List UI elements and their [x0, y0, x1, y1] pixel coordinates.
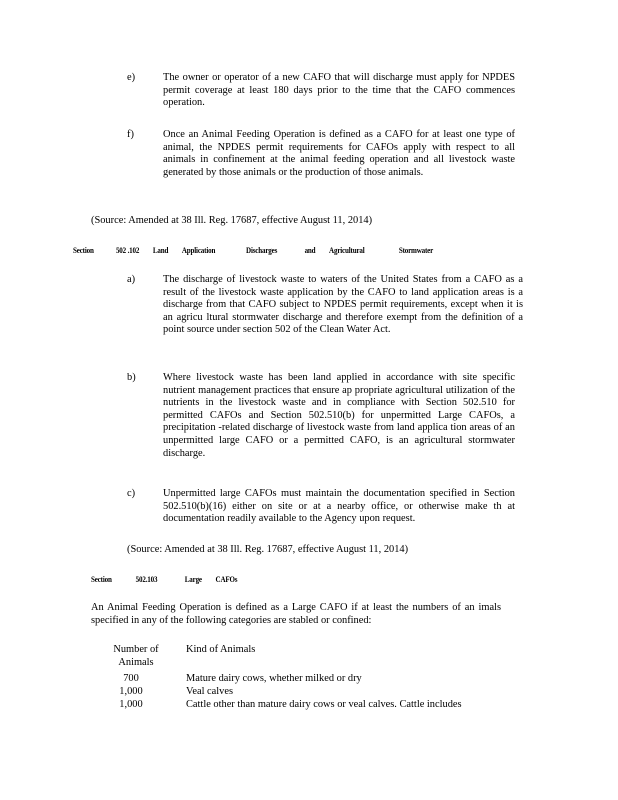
section-heading	[73, 245, 433, 258]
section-paragraph: An Animal Feeding Operation is defined as a Large CAFO if at least the numbers of an imals specified in any of the following categories are stabled or confined:	[91, 602, 501, 626]
item-marker: b)	[127, 372, 136, 383]
item-text: Where livestock waste has been land applied in accordance with site specific nutrient management practices that ensure ap propriate agricultural utilization of the nutrients in the livestock waste and in compliance with Section 502.510 for permitted CAFOs and Section 502.510(b) for unpermitted Large CAFOs, a precipitation -related discharge of livestock waste from land applica tion areas of an unpermitted large CAFO or a permitted CAFO, is an agricultural stormwater discharge.	[163, 372, 515, 459]
item-text: The discharge of livestock waste to waters of the United States from a CAFO as a result of the livestock waste application by the CAFO to land application areas is a discharge from that CAFO subject to NPDES permit requirements, except when it is an agricu ltural stormwater discharge and therefore exempt from the definition of a point source under section 502 of the Clean Water Act.	[163, 274, 523, 336]
animal-count: 1,000	[119, 686, 143, 697]
animal-kind: Mature dairy cows, whether milked or dry	[186, 673, 362, 684]
section-heading	[91, 574, 237, 587]
table-row	[100, 686, 520, 699]
section-label: Section	[91, 575, 112, 584]
column-header-number: Number of Animals	[113, 644, 159, 668]
animal-count: 700	[123, 673, 139, 684]
source-note: (Source: Amended at 38 Ill. Reg. 17687, effective August 11, 2014)	[127, 544, 409, 555]
section-label: Section	[73, 246, 94, 255]
item-text: Unpermitted large CAFOs must maintain the documentation specified in Section 502.510(b)(16) either on site or at a nearby office, or otherwise make th at documentation readily available to the Agency upon request.	[163, 488, 515, 525]
section-number: 502 .102	[115, 246, 140, 255]
column-header-kind: Kind of Animals	[186, 644, 256, 655]
section-title-word: Agricultural	[329, 246, 365, 255]
item-text: Once an Animal Feeding Operation is defined as a CAFO for at least one type of animal, the NPDES permit requirements for CAFOs apply with respect to all animals in confinement at the animal feeding operation and all livestock waste generated by those animals or the production of those animals.	[163, 129, 515, 178]
section-title-word: and	[304, 246, 316, 255]
section-title-word: Stormwater	[398, 246, 434, 255]
source-note: (Source: Amended at 38 Ill. Reg. 17687, effective August 11, 2014)	[91, 215, 373, 226]
section-title-word: Discharges	[246, 246, 278, 255]
item-marker: f)	[127, 129, 134, 140]
section-number: 502.103	[135, 575, 158, 584]
item-text: The owner or operator of a new CAFO that will discharge must apply for NPDES permit coverage at least 180 days prior to the time that the CAFO commences operation.	[163, 72, 515, 109]
item-marker: a)	[127, 274, 136, 285]
animal-kind: Veal calves	[186, 686, 234, 697]
table-row	[100, 699, 520, 712]
animal-kind: Cattle other than mature dairy cows or veal calves. Cattle includes	[186, 699, 462, 710]
item-marker: e)	[127, 72, 136, 83]
section-title-word: Application	[181, 246, 216, 255]
animal-count: 1,000	[119, 699, 143, 710]
item-marker: c)	[127, 488, 136, 499]
section-title-word: Land	[152, 246, 169, 255]
section-title-word: Large	[184, 575, 202, 584]
table-row	[100, 673, 520, 686]
section-title-word: CAFOs	[215, 575, 238, 584]
